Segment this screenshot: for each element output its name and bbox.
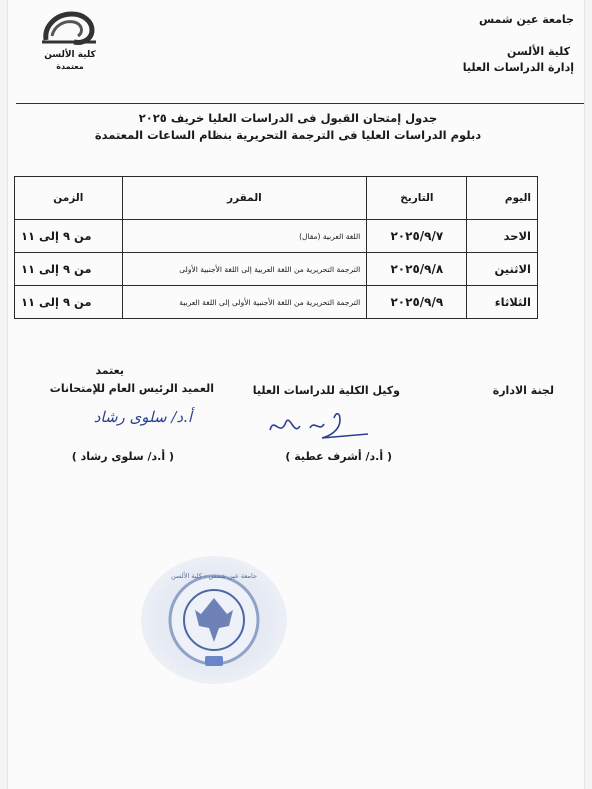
row-time: من ٩ إلى ١١	[15, 253, 123, 286]
exam-schedule-table	[14, 176, 538, 319]
vice-dean-name: ( أ.د/ أشرف عطية )	[285, 450, 392, 463]
logo-subtext: معتمدة	[56, 62, 84, 71]
department-name: إدارة الدراسات العليا	[462, 61, 574, 74]
vice-dean-label: وكيل الكلية للدراسات العليا	[252, 384, 400, 397]
committee-label: لجنة الادارة	[492, 384, 554, 397]
header-day: اليوم	[467, 177, 538, 220]
vice-dean-signature-icon	[264, 408, 374, 444]
official-stamp	[141, 556, 287, 684]
document-page	[8, 0, 584, 789]
row-course: الترجمة التحريرية من اللغة العربية إلى اللغة الأجنبية الأولى	[122, 253, 367, 286]
general-head-label: العميد الرئيس العام للإمتحانات	[49, 382, 214, 395]
table-row	[15, 253, 538, 286]
approved-label: يعتمد	[95, 364, 124, 377]
row-date: ٢٠٢٥/٩/٧	[367, 220, 467, 253]
general-head-signature: أ.د/ سلوى رشاد	[93, 408, 192, 426]
exam-subtitle: دبلوم الدراسات العليا فى الترجمة التحريرية بنظام الساعات المعتمدة	[94, 128, 482, 142]
row-day: الثلاثاء	[467, 286, 538, 319]
faculty-logo	[38, 6, 102, 71]
row-date: ٢٠٢٥/٩/٨	[367, 253, 467, 286]
general-head-name: ( أ.د/ سلوى رشاد )	[71, 450, 174, 463]
table-row	[15, 220, 538, 253]
row-date: ٢٠٢٥/٩/٩	[367, 286, 467, 319]
header-date: التاريخ	[367, 177, 467, 220]
exam-title: جدول إمتحان القبول فى الدراسات العليا خريف ٢٠٢٥	[138, 111, 438, 125]
university-name: جامعة عين شمس	[478, 13, 574, 26]
row-time: من ٩ إلى ١١	[15, 286, 123, 319]
row-course: اللغة العربية (مقال)	[122, 220, 367, 253]
table-row	[15, 286, 538, 319]
header-divider	[16, 103, 584, 104]
logo-text: كلية الألسن	[44, 50, 96, 60]
logo-emblem-icon	[38, 6, 102, 50]
table-header-row	[15, 177, 538, 220]
row-time: من ٩ إلى ١١	[15, 220, 123, 253]
header-course: المقرر	[122, 177, 367, 220]
stamp-text: جامعة عين شمس - كلية الألسن	[171, 572, 257, 580]
header-time: الزمن	[15, 177, 123, 220]
row-course: الترجمة التحريرية من اللغة الأجنبية الأولى إلى اللغة العربية	[122, 286, 367, 319]
row-day: الاحد	[467, 220, 538, 253]
row-day: الاثنين	[467, 253, 538, 286]
faculty-name: كلية الألسن	[506, 45, 570, 58]
